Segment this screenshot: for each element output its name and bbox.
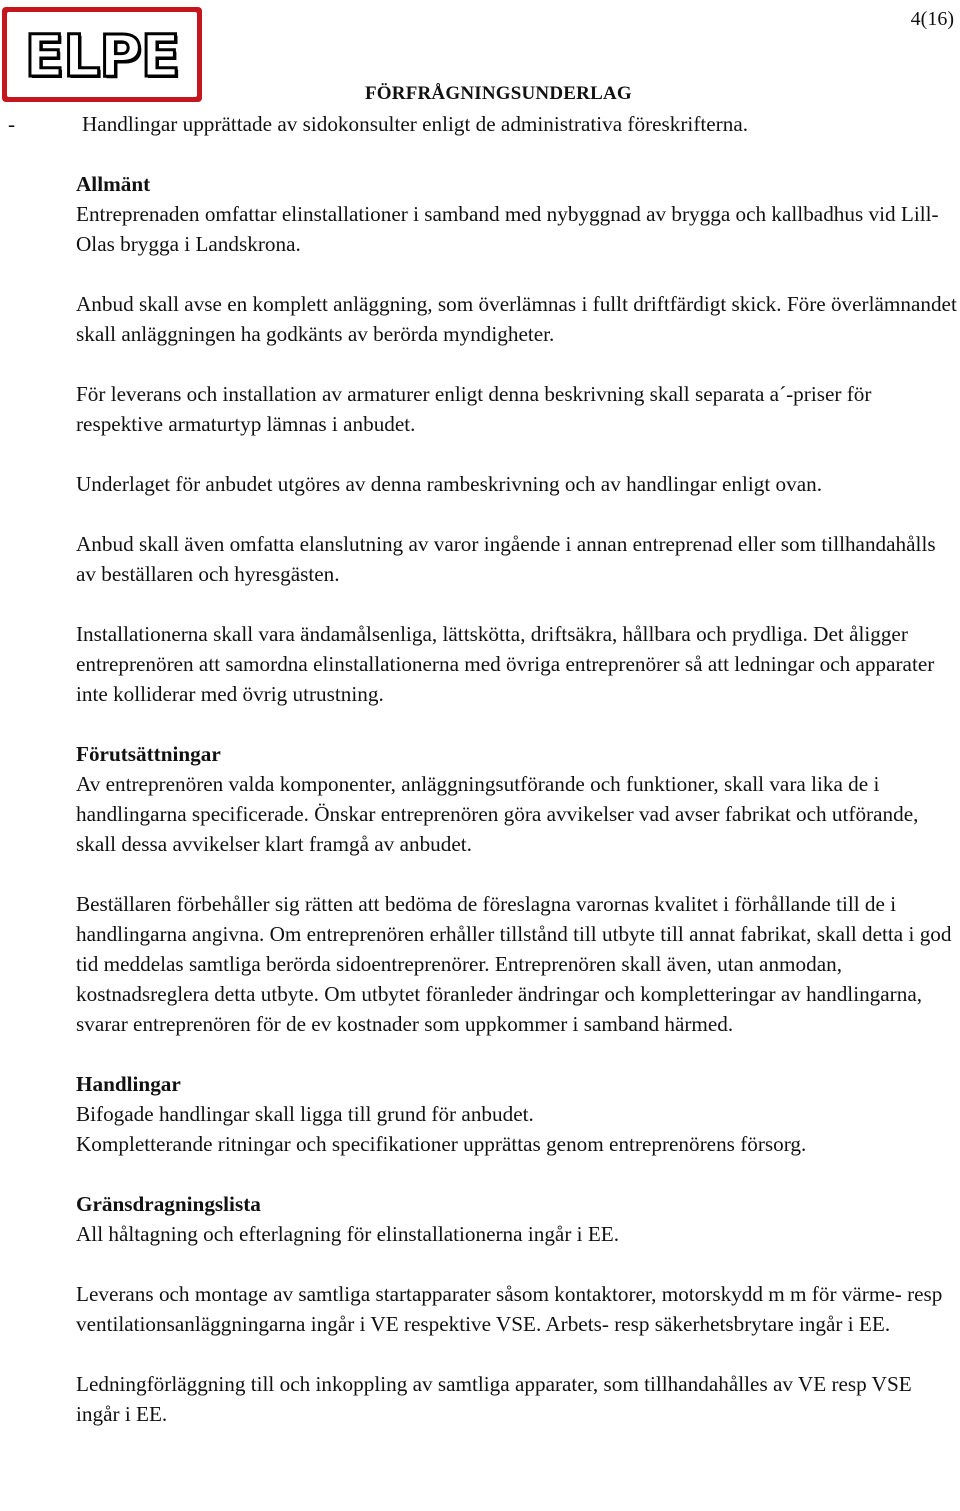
page-number: 4(16) <box>910 8 954 30</box>
section-heading-gransdragningslista: Gränsdragningslista <box>76 1192 261 1216</box>
paragraph: Anbud skall även omfatta elanslutning av varor ingående i annan entreprenad eller som tillhandahålls av beställaren och hyresgästen. <box>76 532 936 586</box>
paragraph: Ledningförläggning till och inkoppling av samtliga apparater, som tillhandahålles av VE resp VSE ingår i EE. <box>76 1372 912 1426</box>
bullet-item <box>8 109 960 139</box>
paragraph: För leverans och installation av armaturer enligt denna beskrivning skall separata a´-priser för respektive armaturtyp lämnas i anbudet. <box>76 382 872 436</box>
paragraph: Underlaget för anbudet utgöres av denna rambeskrivning och av handlingar enligt ovan. <box>76 472 823 496</box>
section-heading-forutsattningar: Förutsättningar <box>76 742 221 766</box>
paragraph: All håltagning och efterlagning för elinstallationerna ingår i EE. <box>76 1222 620 1246</box>
logo-background <box>7 12 197 97</box>
logo-text: ELPE <box>24 22 180 90</box>
bullet-dash: - <box>8 112 16 136</box>
section-heading-allmant: Allmänt <box>76 172 151 196</box>
paragraph: Av entreprenören valda komponenter, anläggningsutförande och funktioner, skall vara lika de i handlingarna specificerade. Önskar entreprenören göra avvikelser vad avser fabrikat och utförande, skall dessa avvikelser klart framgå av anbudet. <box>76 772 919 856</box>
section-heading-handlingar: Handlingar <box>76 1072 181 1096</box>
paragraph: Beställaren förbehåller sig rätten att bedöma de föreslagna varornas kvalitet i förhållande till de i handlingarna angivna. Om entreprenören erhåller tillstånd till utbyte till annat fabrikat, skall detta i god tid meddelas samtliga berörda sidoentreprenörer. Entreprenören skall även, utan anmodan, kostnadsreglera detta utbyte. Om utbytet föranleder ändringar och kompletteringar av handlingarna, svarar entreprenören för de ev kostnader som uppkommer i samband härmed. <box>76 892 952 1036</box>
paragraph: Anbud skall avse en komplett anläggning, som överlämnas i fullt driftfärdigt skick. Före överlämnandet skall anläggningen ha godkänts av berörda myndigheter. <box>76 292 957 346</box>
bullet-text: Handlingar upprättade av sidokonsulter enligt de administrativa föreskrifterna. <box>82 112 749 136</box>
paragraph: Installationerna skall vara ändamålsenliga, lättskötta, driftsäkra, hållbara och prydliga. Det åligger entreprenören att samordna elinstallationerna med övriga entreprenörer så att ledningar och apparater inte kolliderar med övrig utrustning. <box>76 622 935 706</box>
paragraph: Entreprenaden omfattar elinstallationer i samband med nybyggnad av brygga och kallbadhus vid Lill-Olas brygga i Landskrona. <box>76 202 939 256</box>
paragraph: Bifogade handlingar skall ligga till grund för anbudet. <box>76 1102 534 1126</box>
document-title: FÖRFRÅGNINGSUNDERLAG <box>365 83 632 104</box>
paragraph: Leverans och montage av samtliga startapparater såsom kontaktorer, motorskydd m m för värme- resp ventilationsanläggningarna ingår i VE respektive VSE. Arbets- resp säkerhetsbrytare ingår i EE. <box>76 1282 943 1336</box>
document-body <box>8 109 960 1429</box>
company-logo <box>2 7 202 102</box>
paragraph: Kompletterande ritningar och specifikationer upprättas genom entreprenörens försorg. <box>76 1132 807 1156</box>
